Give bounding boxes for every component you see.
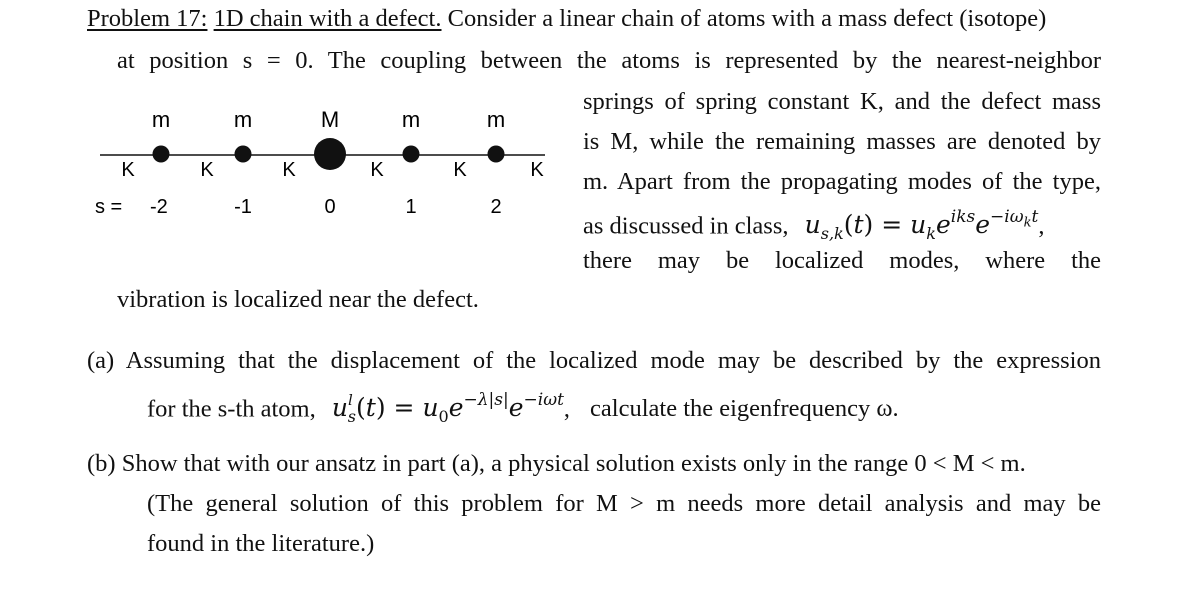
mass-labels — [152, 107, 505, 132]
problem-line-3: springs of spring constant K, and the defect mass — [583, 88, 1101, 115]
line-6-suffix: , — [1038, 212, 1045, 240]
position-value: -2 — [150, 196, 168, 218]
problem-line-6 — [583, 204, 1044, 249]
mass-dot-small — [403, 146, 420, 163]
mass-dot-small — [235, 146, 252, 163]
spring-label: K — [200, 159, 214, 181]
mass-label: m — [151, 107, 171, 132]
position-prefix: s = — [95, 196, 128, 218]
position-labels — [95, 196, 502, 218]
part-a-prefix: for the s-th atom, — [147, 395, 316, 423]
propagating-mode-equation: $u_{s,k}(t) = u_ke^{iks}e^{-i\omega_kt}$ — [804, 207, 1039, 244]
spring-label: K — [530, 159, 544, 181]
problem-line-5: m. Apart from the propagating modes of the type, — [583, 168, 1101, 195]
part-b-line-3: found in the literature.) — [147, 530, 375, 557]
problem-line-8: vibration is localized near the defect. — [117, 286, 479, 313]
part-a-line-1: (a) Assuming that the displacement of the localized mode may be described by the expression — [87, 347, 1101, 374]
mass-dot-defect — [314, 138, 346, 170]
position-value: 1 — [405, 196, 417, 218]
line-6-prefix: as discussed in class, — [583, 212, 789, 240]
mass-label: m — [401, 107, 421, 132]
problem-line-2: at position s = 0. The coupling between the atoms is represented by the nearest-neighbor — [117, 47, 1101, 74]
position-value: 0 — [324, 196, 336, 218]
spring-label: K — [453, 159, 467, 181]
problem-line-7: there may be localized modes, where the — [583, 247, 1101, 274]
problem-intro: Consider a linear chain of atoms with a mass defect (isotope) — [447, 5, 1047, 32]
part-a-suffix: calculate the eigenfrequency ω. — [590, 395, 899, 423]
spring-label: K — [370, 159, 384, 181]
mass-dot-small — [153, 146, 170, 163]
position-value: -1 — [234, 196, 252, 218]
problem-line-4: is M, while the remaining masses are denoted by — [583, 128, 1101, 155]
mass-dot-small — [488, 146, 505, 163]
mass-label: m — [486, 107, 506, 132]
spring-label: K — [282, 159, 296, 181]
problem-title: 1D chain with a defect. — [213, 5, 442, 32]
localized-mode-equation: $u^l_s(t) = u_0e^{-\lambda|s|}e^{-i\omega t}$ — [331, 390, 564, 427]
part-a-line-2: for the s-th atom, $u^l_s(t) = u_0e^{-\lambda|s|}e^{-i\omega t}$, calculate the eigenfrequency ω. — [147, 390, 899, 427]
problem-label: Problem 17: — [87, 5, 208, 32]
part-b-line-1: (b) Show that with our ansatz in part (a), a physical solution exists only in the range 0 < M < m. — [87, 450, 1026, 477]
problem-header — [87, 4, 1046, 34]
position-value: 2 — [490, 196, 502, 218]
spring-label: K — [121, 159, 135, 181]
mass-label: m — [233, 107, 253, 132]
part-b-line-2: (The general solution of this problem for M > m needs more detail analysis and may be — [147, 490, 1101, 517]
chain-diagram — [90, 100, 560, 230]
mass-label: M — [320, 107, 340, 132]
